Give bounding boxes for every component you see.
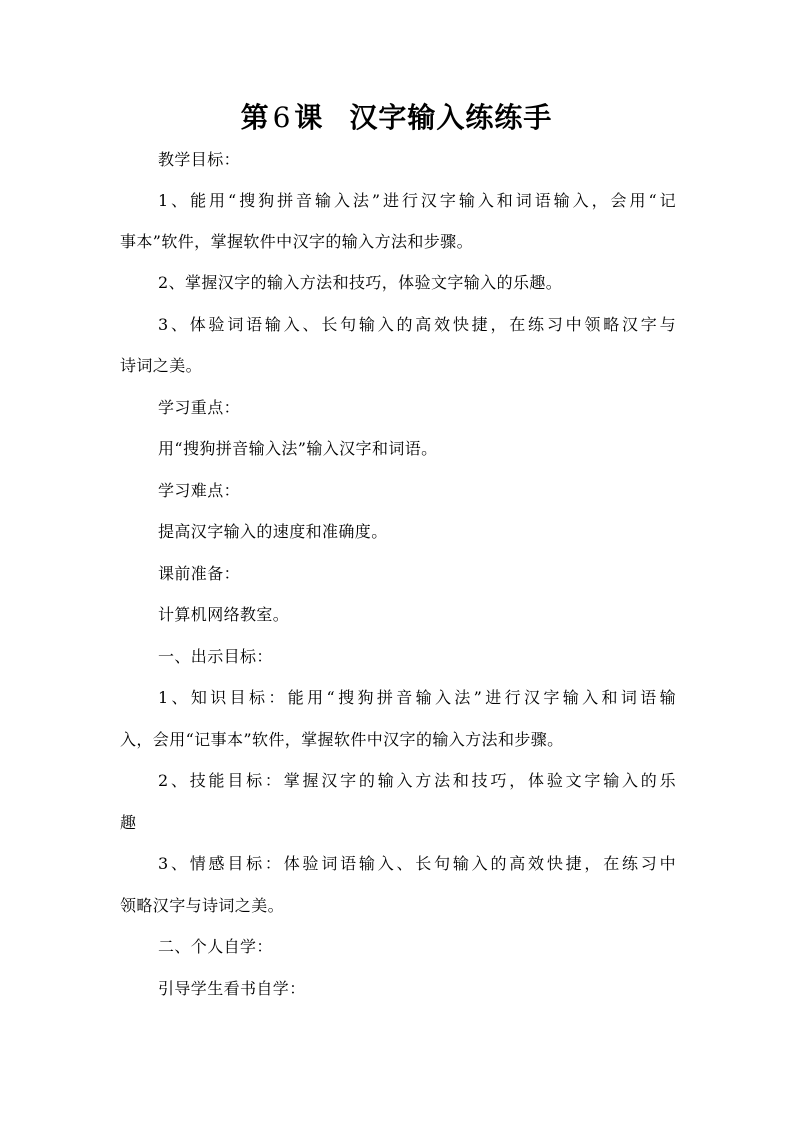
emotion-goal-line-2: 领略汉字与诗词之美。 xyxy=(120,896,285,915)
lesson-title xyxy=(0,96,793,140)
goal-1-line-1: 1、能用“搜狗拼音输入法”进行汉字输入和词语输入，会用“记 xyxy=(158,191,676,210)
section-2-heading: 二、个人自学： xyxy=(158,937,273,956)
title-number: 6 xyxy=(272,101,292,134)
difficulties-text: 提高汉字输入的速度和准确度。 xyxy=(158,522,388,541)
goal-1-line-2: 事本”软件，掌握软件中汉字的输入方法和步骤。 xyxy=(120,232,473,251)
title-prefix: 第 xyxy=(240,101,270,134)
goal-2: 2、掌握汉字的输入方法和技巧，体验文字输入的乐趣。 xyxy=(158,273,563,292)
goal-3-line-1: 3、体验词语输入、长句输入的高效快捷，在练习中领略汉字与 xyxy=(158,315,676,334)
goal-3-line-2: 诗词之美。 xyxy=(120,356,203,375)
skill-goal-line-1: 2、技能目标：掌握汉字的输入方法和技巧，体验文字输入的乐 xyxy=(158,771,676,790)
knowledge-goal-line-1: 1、知识目标：能用“搜狗拼音输入法”进行汉字输入和词语输 xyxy=(158,688,676,707)
heading-teaching-goals: 教学目标： xyxy=(158,150,241,169)
title-name: 汉字输入练练手 xyxy=(349,101,553,134)
knowledge-goal-line-2: 入，会用“记事本”软件，掌握软件中汉字的输入方法和步骤。 xyxy=(120,730,564,749)
self-study-text: 引导学生看书自学： xyxy=(158,979,306,998)
preparation-text: 计算机网络教室。 xyxy=(158,605,290,624)
title-suffix: 课 xyxy=(294,101,324,134)
skill-goal-line-2: 趣 xyxy=(120,813,137,832)
heading-preparation: 课前准备： xyxy=(158,564,241,583)
emotion-goal-line-1: 3、情感目标：体验词语输入、长句输入的高效快捷，在练习中 xyxy=(158,854,676,873)
heading-key-points: 学习重点： xyxy=(158,398,241,417)
section-1-heading: 一、出示目标： xyxy=(158,647,273,666)
heading-difficulties: 学习难点： xyxy=(158,481,241,500)
key-points-text: 用“搜狗拼音输入法”输入汉字和词语。 xyxy=(158,439,438,458)
